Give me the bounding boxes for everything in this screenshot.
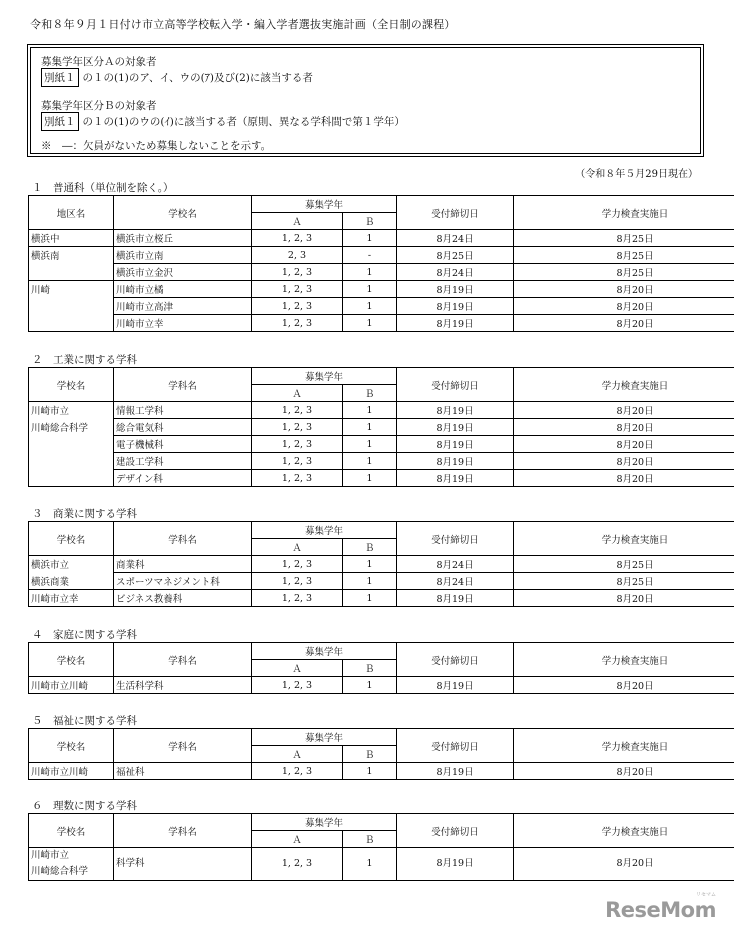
cell-deadline: 8月19日 [397,436,514,453]
col-header-b: Ｂ [343,660,397,677]
col-header-a: Ａ [252,385,343,402]
cell-col1: 横浜南 [29,247,114,264]
col-header-exam-date: 学力検査実施日 [514,643,734,677]
cell-exam-date: 8月20日 [514,590,734,607]
cell-year-a: 1, 2, 3 [252,436,343,453]
note-a-line [41,68,313,87]
cell-exam-date: 8月20日 [514,298,734,315]
section-table [28,367,734,487]
col-header-2: 学科名 [114,729,252,763]
section-table [28,642,734,694]
cell-col2: 川崎市立橘 [114,281,252,298]
cell-exam-date: 8月20日 [514,419,734,436]
col-header-2: 学科名 [114,643,252,677]
cell-col1 [29,470,114,487]
cell-exam-date: 8月20日 [514,848,734,881]
cell-year-a: 1, 2, 3 [252,677,343,694]
cell-year-b: 1 [343,848,397,881]
cell-col1: 横浜市立 [29,556,114,573]
notes-box [27,44,704,157]
cell-col1 [29,436,114,453]
cell-exam-date: 8月20日 [514,436,734,453]
cell-col1: 川崎市立川崎 [29,677,114,694]
cell-col1: 横浜中 [29,230,114,247]
cell-col2: 横浜市立桜丘 [114,230,252,247]
cell-exam-date: 8月20日 [514,402,734,419]
cell-year-a: 1, 2, 3 [252,281,343,298]
cell-col2: 生活科学科 [114,677,252,694]
col-header-recruit-year: 募集学年 [252,814,397,831]
cell-exam-date: 8月20日 [514,281,734,298]
cell-deadline: 8月19日 [397,453,514,470]
col-header-deadline: 受付締切日 [397,196,514,230]
page-title: 令和８年９月１日付け市立高等学校転入学・編入学者選抜実施計画（全日制の課程） [30,18,456,31]
section-table [28,813,734,881]
cell-year-a: 1, 2, 3 [252,453,343,470]
section-title: ６ 理数に関する学科 [32,800,137,812]
cell-deadline: 8月19日 [397,281,514,298]
col-header-recruit-year: 募集学年 [252,196,397,213]
col-header-b: Ｂ [343,831,397,848]
cell-year-b: 1 [343,298,397,315]
table-row [29,419,734,436]
cell-deadline: 8月19日 [397,419,514,436]
cell-year-b: 1 [343,677,397,694]
cell-col1 [29,453,114,470]
logo-text: ReseMom [605,898,716,922]
col-header-recruit-year: 募集学年 [252,368,397,385]
resemom-logo [605,892,716,922]
cell-year-a: 1, 2, 3 [252,590,343,607]
cell-year-a: 1, 2, 3 [252,419,343,436]
table-row [29,470,734,487]
cell-year-a: 1, 2, 3 [252,230,343,247]
cell-year-a: 1, 2, 3 [252,264,343,281]
col-header-exam-date: 学力検査実施日 [514,522,734,556]
col-header-1: 学校名 [29,643,114,677]
cell-col1: 川崎総合科学 [29,419,114,436]
cell-deadline: 8月19日 [397,402,514,419]
col-header-a: Ａ [252,831,343,848]
col-header-2: 学科名 [114,814,252,848]
col-header-1: 学校名 [29,368,114,402]
cell-col2: 商業科 [114,556,252,573]
cell-deadline: 8月19日 [397,763,514,780]
table-row [29,848,734,881]
cell-col2: 情報工学科 [114,402,252,419]
cell-year-b: 1 [343,264,397,281]
cell-year-b: 1 [343,281,397,298]
note-footnote: ※ ―：欠員がないため募集しないことを示す。 [41,140,272,152]
cell-col1-line1: 川崎市立 [31,850,70,861]
notes-inner-frame [30,47,701,154]
cell-deadline: 8月19日 [397,298,514,315]
col-header-a: Ａ [252,539,343,556]
col-header-deadline: 受付締切日 [397,522,514,556]
cell-deadline: 8月19日 [397,315,514,332]
cell-year-b: 1 [343,590,397,607]
cell-col2: 科学科 [114,848,252,881]
cell-col1: 川崎市立 [29,402,114,419]
note-b-tag: 別紙１ [41,112,79,131]
cell-year-a: 1, 2, 3 [252,848,343,881]
cell-exam-date: 8月25日 [514,264,734,281]
col-header-a: Ａ [252,213,343,230]
cell-col1 [29,848,114,881]
col-header-recruit-year: 募集学年 [252,729,397,746]
cell-year-b: 1 [343,419,397,436]
note-a-heading: 募集学年区分Ａの対象者 [41,56,157,68]
col-header-recruit-year: 募集学年 [252,522,397,539]
table-row [29,677,734,694]
cell-exam-date: 8月25日 [514,247,734,264]
table-row [29,590,734,607]
table-row [29,298,734,315]
cell-year-b: 1 [343,453,397,470]
col-header-deadline: 受付締切日 [397,729,514,763]
cell-year-a: 1, 2, 3 [252,556,343,573]
section-title: ５ 福祉に関する学科 [32,715,137,727]
cell-col1: 川崎 [29,281,114,298]
col-header-deadline: 受付締切日 [397,814,514,848]
table-row [29,281,734,298]
cell-deadline: 8月19日 [397,848,514,881]
section-table [28,728,734,780]
cell-col1 [29,264,114,281]
cell-deadline: 8月19日 [397,590,514,607]
cell-deadline: 8月19日 [397,677,514,694]
cell-year-a: 1, 2, 3 [252,470,343,487]
col-header-b: Ｂ [343,539,397,556]
section-title: １ 普通科（単位制を除く。） [32,182,174,194]
cell-year-b: 1 [343,436,397,453]
cell-col2: 横浜市立金沢 [114,264,252,281]
col-header-deadline: 受付締切日 [397,368,514,402]
col-header-recruit-year: 募集学年 [252,643,397,660]
section-title: ４ 家庭に関する学科 [32,629,137,641]
col-header-1: 学校名 [29,814,114,848]
note-b-line [41,112,405,131]
cell-year-a: 1, 2, 3 [252,573,343,590]
cell-exam-date: 8月25日 [514,573,734,590]
cell-year-b: 1 [343,230,397,247]
cell-col2: スポーツマネジメント科 [114,573,252,590]
note-b-text: の１の(1)のウの(ｲ)に該当する者（原則、異なる学科間で第１学年） [82,116,405,128]
logo-ruby: リセマム [696,892,716,898]
cell-exam-date: 8月20日 [514,315,734,332]
section-title: ３ 商業に関する学科 [32,508,137,520]
cell-deadline: 8月19日 [397,470,514,487]
cell-col1 [29,298,114,315]
table-row [29,315,734,332]
col-header-b: Ｂ [343,746,397,763]
cell-exam-date: 8月25日 [514,230,734,247]
cell-col2: 福祉科 [114,763,252,780]
cell-year-b: 1 [343,402,397,419]
cell-year-b: 1 [343,573,397,590]
cell-exam-date: 8月20日 [514,763,734,780]
section-table [28,195,734,332]
cell-year-b: 1 [343,315,397,332]
cell-exam-date: 8月20日 [514,677,734,694]
note-b-heading: 募集学年区分Ｂの対象者 [41,100,157,112]
cell-col1: 横浜商業 [29,573,114,590]
cell-exam-date: 8月20日 [514,453,734,470]
col-header-2: 学科名 [114,368,252,402]
as-of-date: （令和８年５月29日現在） [575,169,698,180]
cell-col2: デザイン科 [114,470,252,487]
cell-year-a: 1, 2, 3 [252,763,343,780]
col-header-b: Ｂ [343,385,397,402]
col-header-exam-date: 学力検査実施日 [514,368,734,402]
table-row [29,402,734,419]
cell-col2: 総合電気科 [114,419,252,436]
section-table [28,521,734,607]
col-header-1: 学校名 [29,729,114,763]
col-header-deadline: 受付締切日 [397,643,514,677]
cell-deadline: 8月24日 [397,264,514,281]
section-title: ２ 工業に関する学科 [32,354,137,366]
table-row [29,573,734,590]
table-row [29,763,734,780]
cell-year-a: 1, 2, 3 [252,298,343,315]
table-row [29,556,734,573]
col-header-b: Ｂ [343,213,397,230]
cell-col1-line2: 川崎総合科学 [31,866,89,877]
note-a-tag: 別紙１ [41,68,79,87]
col-header-a: Ａ [252,660,343,677]
cell-exam-date: 8月20日 [514,470,734,487]
col-header-exam-date: 学力検査実施日 [514,196,734,230]
cell-year-b: 1 [343,470,397,487]
cell-year-a: 1, 2, 3 [252,315,343,332]
cell-col1: 川崎市立幸 [29,590,114,607]
cell-col2: 川崎市立高津 [114,298,252,315]
cell-year-b: 1 [343,763,397,780]
note-a-text: の１の(1)のア、イ、ウの(ｱ)及び(2)に該当する者 [82,72,313,84]
cell-col2: 電子機械科 [114,436,252,453]
cell-year-b: 1 [343,556,397,573]
cell-deadline: 8月24日 [397,230,514,247]
cell-col2: 建設工学科 [114,453,252,470]
cell-col1: 川崎市立川崎 [29,763,114,780]
table-row [29,436,734,453]
table-row [29,230,734,247]
cell-deadline: 8月24日 [397,556,514,573]
cell-deadline: 8月25日 [397,247,514,264]
cell-col2: 横浜市立南 [114,247,252,264]
cell-col1 [29,315,114,332]
cell-year-a: 1, 2, 3 [252,402,343,419]
cell-year-b: - [343,247,397,264]
col-header-exam-date: 学力検査実施日 [514,814,734,848]
col-header-2: 学科名 [114,522,252,556]
cell-col2: ビジネス教養科 [114,590,252,607]
table-row [29,453,734,470]
col-header-exam-date: 学力検査実施日 [514,729,734,763]
table-row [29,264,734,281]
col-header-2: 学校名 [114,196,252,230]
cell-year-a: 2, 3 [252,247,343,264]
col-header-1: 地区名 [29,196,114,230]
cell-col2: 川崎市立幸 [114,315,252,332]
col-header-1: 学校名 [29,522,114,556]
cell-exam-date: 8月25日 [514,556,734,573]
table-row [29,247,734,264]
col-header-a: Ａ [252,746,343,763]
cell-deadline: 8月24日 [397,573,514,590]
